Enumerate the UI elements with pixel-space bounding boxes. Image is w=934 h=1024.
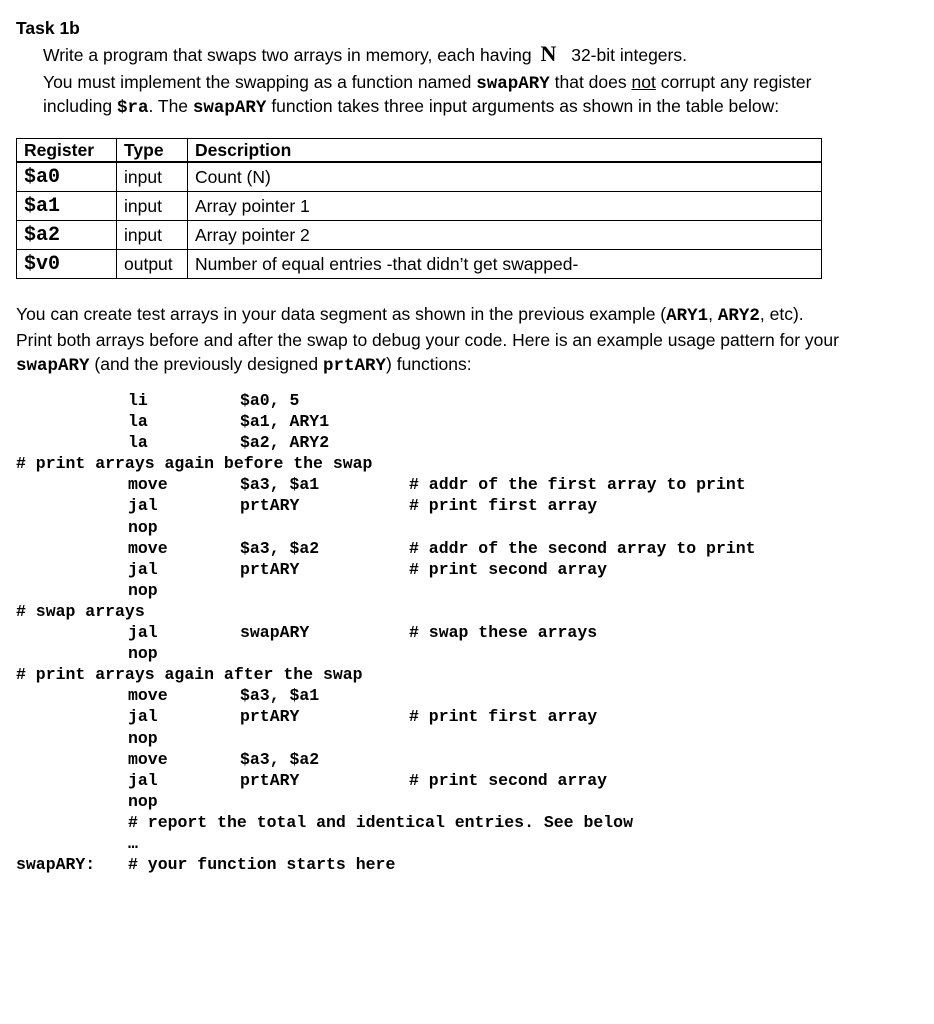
intro-line-1: Write a program that swaps two arrays in memory, each having N 32-bit integers. — [43, 41, 687, 66]
code-comment: # swap these arrays — [409, 623, 598, 643]
table-row — [17, 162, 822, 192]
func-name-2: swapARY — [192, 98, 267, 118]
code-opcode: # your function starts here — [128, 855, 396, 875]
code-args: $a2, ARY2 — [240, 433, 330, 453]
cell-type: input — [117, 221, 188, 250]
code-opcode: move — [128, 749, 168, 769]
cell-type: input — [117, 162, 188, 192]
n-symbol: N — [540, 41, 557, 66]
table-row — [17, 250, 822, 279]
code-opcode: jal — [128, 623, 158, 643]
cell-register: $v0 — [17, 250, 117, 279]
register-table — [16, 138, 822, 279]
cell-description: Count (N) — [188, 162, 822, 192]
code-args: prtARY — [240, 559, 300, 579]
code-opcode: nop — [128, 728, 158, 748]
instructions-paragraph: You can create test arrays in your data segment as shown in the previous example (ARY1, ARY2, etc). Print both arrays before and after the swap to debug your code. Here is an example usage pattern for your swapARY (and the previously designed prtARY) functions: — [16, 304, 839, 376]
intro-line-3: including $ra. The swapARY function takes three input arguments as shown in the table below: — [43, 96, 780, 118]
code-comment-line: # print arrays again after the swap — [16, 665, 363, 685]
code-args: prtARY — [240, 770, 300, 790]
cell-description: Array pointer 1 — [188, 192, 822, 221]
intro-line-2: You must implement the swapping as a function named swapARY that does not corrupt any register — [43, 72, 812, 94]
swapary-ref: swapARY — [16, 356, 90, 376]
task-title: Task 1b — [16, 18, 80, 38]
code-opcode: nop — [128, 580, 158, 600]
code-opcode: jal — [128, 707, 158, 727]
code-opcode: nop — [128, 644, 158, 664]
code-comment: # addr of the second array to print — [409, 538, 756, 558]
code-args: $a0, 5 — [240, 391, 300, 410]
code-opcode: # report the total and identical entries. See below — [128, 812, 633, 832]
cell-register: $a1 — [17, 192, 117, 221]
code-args: swapARY — [240, 623, 310, 643]
code-args: prtARY — [240, 707, 300, 727]
code-args: $a3, $a2 — [240, 749, 320, 769]
table-header-row — [17, 139, 822, 163]
table-row — [17, 221, 822, 250]
cell-register: $a2 — [17, 221, 117, 250]
header-description: Description — [188, 139, 822, 163]
code-opcode: move — [128, 538, 168, 558]
not-emphasis: not — [631, 72, 656, 92]
code-opcode: move — [128, 475, 168, 495]
ary2-ref: ARY2 — [717, 306, 760, 326]
table-row — [17, 192, 822, 221]
header-type: Type — [117, 139, 188, 163]
code-comment: # print second array — [409, 559, 608, 579]
code-args: $a1, ARY1 — [240, 412, 330, 432]
code-args: prtARY — [240, 496, 300, 516]
code-comment: # addr of the first array to print — [409, 475, 746, 495]
code-opcode: nop — [128, 517, 158, 537]
code-comment: # print first array — [409, 707, 598, 727]
code-args: $a3, $a2 — [240, 538, 320, 558]
cell-description: Number of equal entries -that didn’t get swapped- — [188, 250, 822, 279]
code-opcode: jal — [128, 496, 158, 516]
code-args: $a3, $a1 — [240, 475, 320, 495]
func-name: swapARY — [476, 74, 550, 94]
code-comment: # print first array — [409, 496, 598, 516]
code-comment: # print second array — [409, 770, 608, 790]
code-opcode: jal — [128, 770, 158, 790]
ary1-ref: ARY1 — [666, 306, 709, 326]
cell-register: $a0 — [17, 162, 117, 192]
code-opcode: la — [128, 433, 148, 453]
code-label: swapARY: — [16, 855, 96, 875]
code-opcode: move — [128, 686, 168, 706]
prtary-ref: prtARY — [323, 356, 387, 376]
code-args: $a3, $a1 — [240, 686, 320, 706]
ra-register: $ra — [116, 98, 149, 118]
code-comment-line: # swap arrays — [16, 601, 145, 621]
code-opcode: li — [128, 391, 148, 410]
cell-type: input — [117, 192, 188, 221]
header-register: Register — [17, 139, 117, 163]
code-comment-line: # print arrays again before the swap — [16, 454, 373, 474]
cell-description: Array pointer 2 — [188, 221, 822, 250]
code-opcode: … — [128, 833, 138, 853]
code-opcode: jal — [128, 559, 158, 579]
code-opcode: nop — [128, 791, 158, 811]
cell-type: output — [117, 250, 188, 279]
code-opcode: la — [128, 412, 148, 432]
